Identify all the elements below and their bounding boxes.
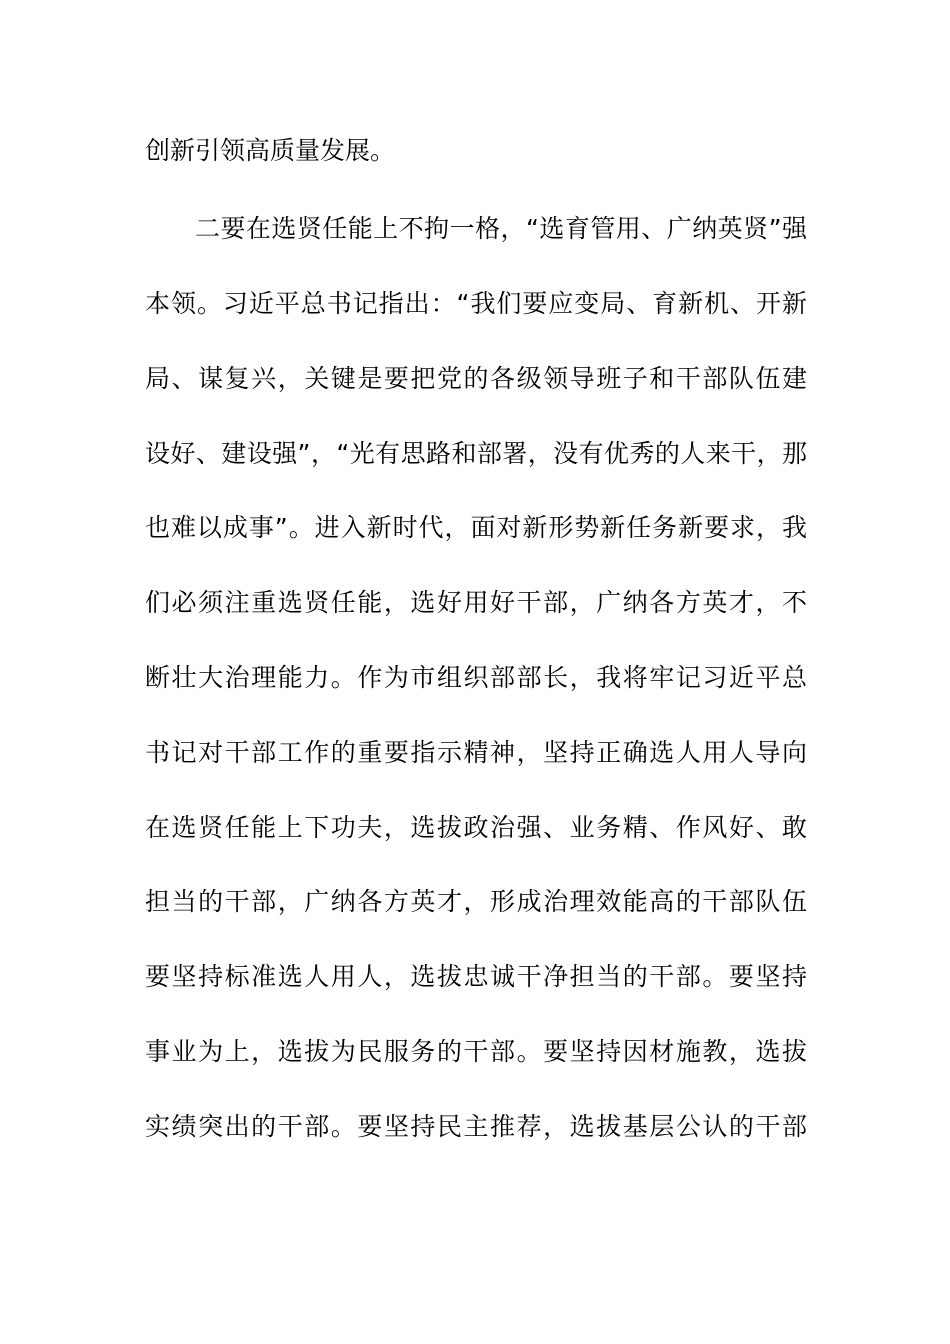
text-line: 设好、建设强”，“光有思路和部署，没有优秀的人来干，那 [145, 439, 807, 468]
text-line: 本领。习近平总书记指出：“我们要应变局、育新机、开新 [145, 289, 807, 318]
text-line: 断壮大治理能力。作为市组织部部长，我将牢记习近平总 [145, 663, 807, 692]
text-line: 书记对干部工作的重要指示精神，坚持正确选人用人导向 [145, 738, 807, 767]
text-line: 们必须注重选贤任能，选好用好干部，广纳各方英才，不 [145, 588, 807, 617]
paragraph-first-line: 二要在选贤任能上不拘一格，“选育管用、广纳英贤”强 [195, 214, 807, 243]
text-line: 要坚持标准选人用人，选拔忠诚干净担当的干部。要坚持 [145, 962, 807, 991]
text-line: 实绩突出的干部。要坚持民主推荐，选拔基层公认的干部 [145, 1112, 807, 1141]
text-line: 事业为上，选拔为民服务的干部。要坚持因材施教，选拔 [145, 1037, 807, 1066]
text-line: 创新引领高质量发展。 [145, 136, 396, 165]
text-line: 也难以成事”。进入新时代，面对新形势新任务新要求，我 [145, 513, 807, 542]
text-line: 局、谋复兴，关键是要把党的各级领导班子和干部队伍建 [145, 364, 807, 393]
text-line: 在选贤任能上下功夫，选拔政治强、业务精、作风好、敢 [145, 813, 807, 842]
text-line: 担当的干部，广纳各方英才，形成治理效能高的干部队伍 [145, 887, 807, 916]
